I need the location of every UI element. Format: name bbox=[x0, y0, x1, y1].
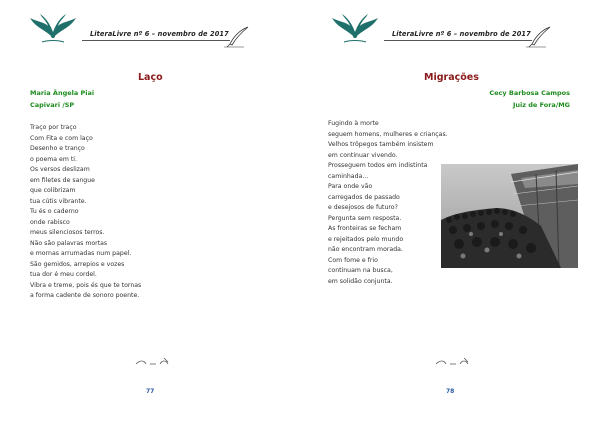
poem-line: não encontram morada. bbox=[328, 246, 403, 253]
quill-pen-icon bbox=[526, 26, 552, 48]
quill-pen-icon bbox=[224, 26, 250, 48]
poem-title: Laço bbox=[138, 72, 163, 83]
poem-author: Maria Ângela Piai bbox=[30, 89, 95, 97]
poem-line: tua dor é meu cordel. bbox=[30, 271, 97, 278]
poem-line: Velhos trôpegos também insistem bbox=[328, 141, 434, 148]
poem-line: Pergunta sem resposta. bbox=[328, 214, 402, 222]
author-location: Capivari /SP bbox=[30, 101, 75, 109]
page-number: 78 bbox=[446, 388, 455, 395]
poem-author: Cecy Barbosa Campos bbox=[489, 89, 570, 97]
winged-emblem-icon bbox=[330, 12, 380, 44]
poem-line: em solidão conjunta. bbox=[328, 277, 393, 285]
page-header bbox=[330, 12, 580, 46]
poem-line: onde rabisco bbox=[30, 218, 70, 226]
footer-ornament-icon bbox=[134, 356, 170, 368]
poem-line: Com fome e frio bbox=[328, 256, 378, 264]
poem-line: continuam na busca, bbox=[328, 267, 393, 274]
poem-line: caminhada... bbox=[328, 172, 369, 180]
running-head: LiteraLivre nº 6 – novembro de 2017 bbox=[90, 30, 229, 38]
poem-title: Migrações bbox=[424, 72, 479, 83]
poem-line: As fronteiras se fecham bbox=[328, 225, 402, 232]
poem-line: seguem homens, mulheres e crianças. bbox=[328, 130, 448, 138]
poem-line: Fugindo à morte bbox=[328, 120, 379, 127]
poem-line: o poema em ti. bbox=[30, 155, 77, 163]
poem-line: Prosseguem todos em indistinta bbox=[328, 162, 428, 169]
footer-ornament-icon bbox=[434, 356, 470, 368]
poem-line: Não são palavras mortas bbox=[30, 239, 108, 247]
winged-emblem-icon bbox=[28, 12, 78, 44]
poem-line: em filetes de sangue bbox=[30, 176, 95, 184]
poem-line: e mornas arrumadas num papel. bbox=[30, 250, 132, 257]
poem-line: Desenho e tranço bbox=[30, 145, 85, 152]
migrants-ship-photo bbox=[441, 164, 578, 268]
poem-line: em continuar vivendo. bbox=[328, 151, 398, 159]
header-rule bbox=[384, 40, 532, 41]
poem-line: São gemidos, arrepios e vozes bbox=[30, 260, 125, 268]
page-header bbox=[28, 12, 278, 46]
poem-line: Tu és o caderno bbox=[30, 208, 79, 215]
poem-text bbox=[328, 119, 448, 287]
poem-line: Os versos deslizam bbox=[30, 166, 90, 173]
running-head: LiteraLivre nº 6 – novembro de 2017 bbox=[392, 30, 531, 38]
poem-line: Para onde vão bbox=[328, 183, 373, 190]
poem-line: e desejosos de futuro? bbox=[328, 204, 398, 211]
page-number: 77 bbox=[146, 388, 155, 395]
poem-line: meus silenciosos terros. bbox=[30, 229, 105, 236]
header-rule bbox=[82, 40, 230, 41]
author-location: Juiz de Fora/MG bbox=[512, 101, 570, 109]
poem-line: Traço por traço bbox=[30, 124, 77, 131]
poem-line: carregados de passado bbox=[328, 193, 400, 201]
poem-line: a forma cadente de sonoro poente. bbox=[30, 292, 140, 299]
poem-line: e rejeitados pelo mundo bbox=[328, 235, 404, 243]
poem-line: que colibrizam bbox=[30, 187, 76, 194]
poem-line: Vibra e treme, pois és que te tornas bbox=[30, 281, 142, 289]
poem-line: Com Fita e com laço bbox=[30, 134, 93, 142]
poem-line: tua cútis vibrante. bbox=[30, 197, 87, 205]
poem-text bbox=[30, 123, 141, 302]
